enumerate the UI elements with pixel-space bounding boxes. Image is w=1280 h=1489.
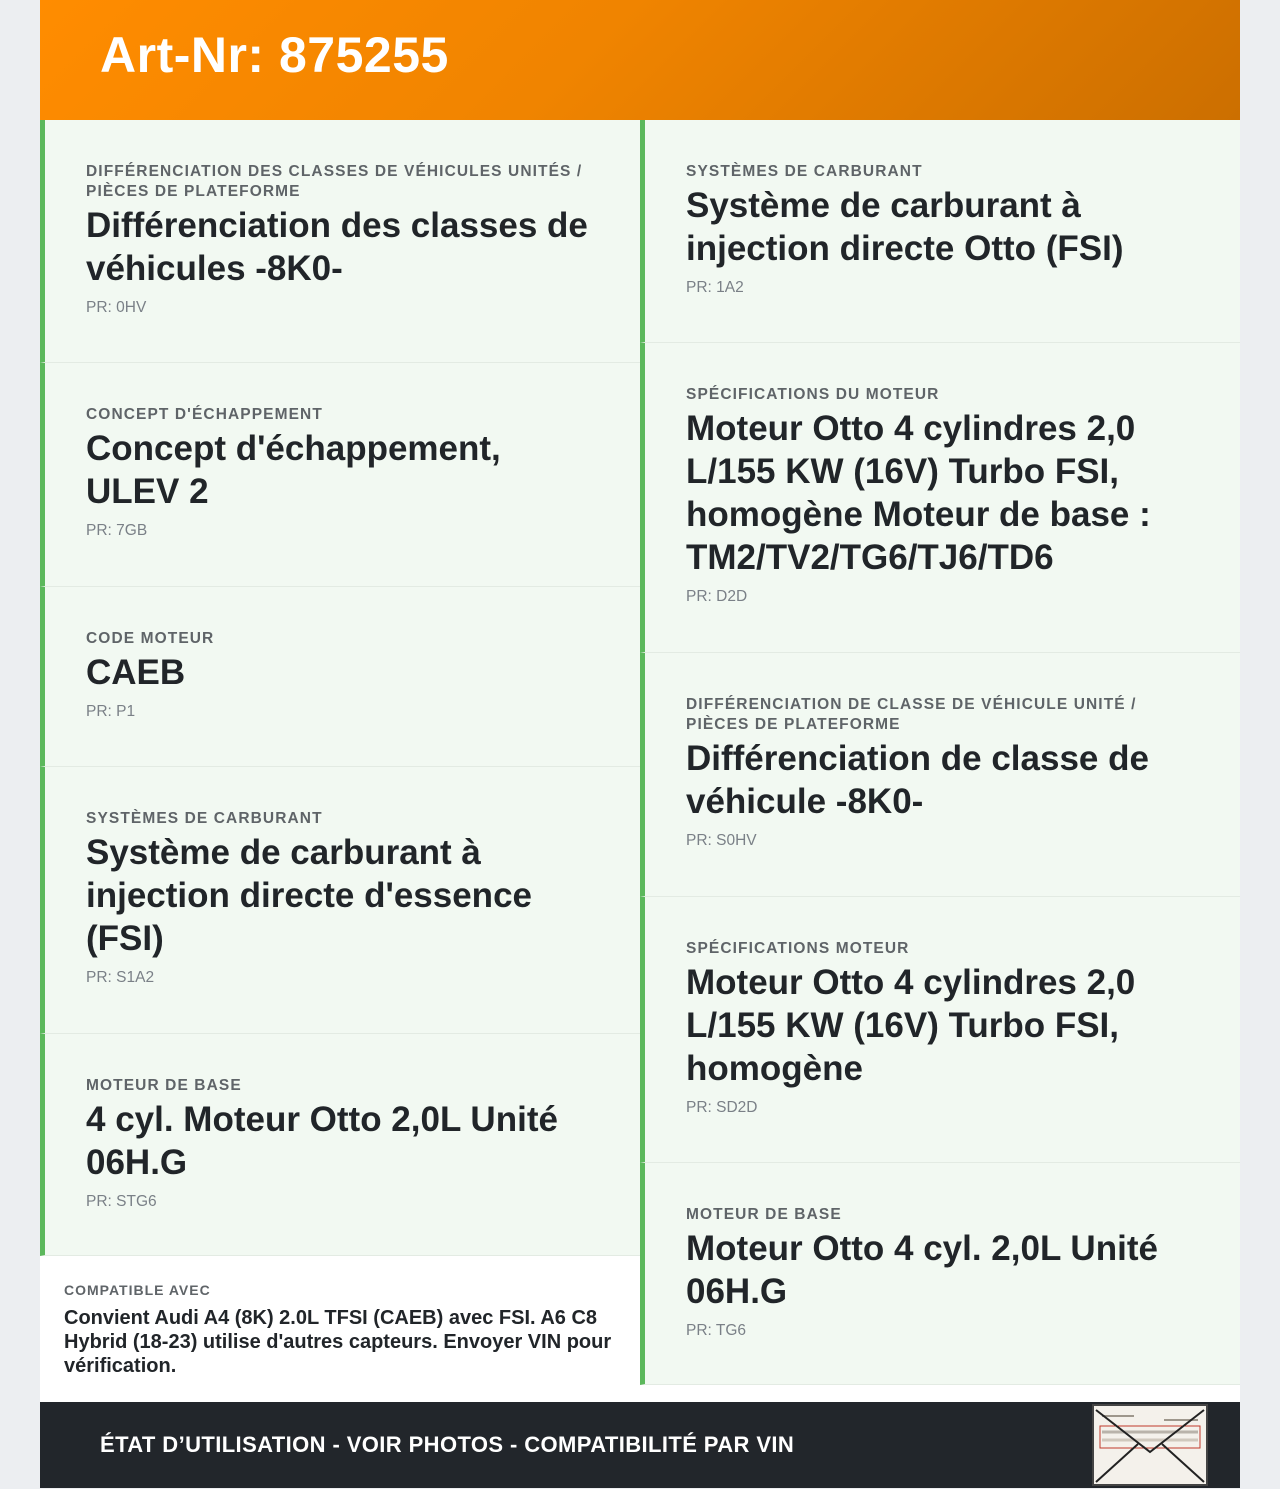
- listing-page: [40, 0, 1240, 1488]
- spec-card: [40, 120, 640, 363]
- envelope-icon: [1094, 1406, 1206, 1484]
- spec-value: Système de carburant à injection directe Otto (FSI): [686, 186, 1124, 268]
- compatibility-label: COMPATIBLE AVEC: [64, 1282, 211, 1298]
- footer-condition-text: ÉTAT D’UTILISATION - VOIR PHOTOS - COMPATIBILITÉ PAR VIN: [100, 1432, 795, 1457]
- spec-category-label: CONCEPT D'ÉCHAPPEMENT: [86, 406, 323, 423]
- spec-card: [640, 120, 1240, 343]
- spec-category-label: SPÉCIFICATIONS MOTEUR: [686, 940, 910, 957]
- spec-pr-code: PR: P1: [86, 703, 136, 720]
- spec-card: [40, 363, 640, 587]
- envelope-label-thumbnail-icon[interactable]: [1092, 1404, 1208, 1486]
- spec-pr-code: PR: S0HV: [686, 832, 757, 849]
- spec-value: Système de carburant à injection directe d'essence (FSI): [86, 833, 532, 958]
- spec-value: CAEB: [86, 653, 186, 692]
- spec-pr-code: PR: 1A2: [686, 279, 744, 296]
- spec-card: [40, 767, 640, 1034]
- spec-category-label: SPÉCIFICATIONS DU MOTEUR: [686, 386, 940, 403]
- spec-pr-code: PR: STG6: [86, 1193, 157, 1210]
- spec-value: Différenciation des classes de véhicules -8K0-: [86, 206, 588, 288]
- spec-pr-code: PR: 7GB: [86, 522, 148, 539]
- spec-card: [640, 897, 1240, 1163]
- spec-category-label: MOTEUR DE BASE: [686, 1206, 842, 1223]
- header-banner: [40, 0, 1240, 120]
- spec-value: Moteur Otto 4 cylindres 2,0 L/155 KW (16V) Turbo FSI, homogène: [686, 963, 1136, 1088]
- spec-category-label: DIFFÉRENCIATION DES CLASSES DE VÉHICULES UNITÉS / PIÈCES DE PLATEFORME: [86, 163, 583, 200]
- spec-value: Moteur Otto 4 cyl. 2,0L Unité 06H.G: [686, 1229, 1158, 1311]
- spec-value: 4 cyl. Moteur Otto 2,0L Unité 06H.G: [86, 1100, 558, 1182]
- spec-card: [40, 587, 640, 767]
- footer-bar: [40, 1402, 1240, 1488]
- spec-pr-code: PR: D2D: [686, 588, 748, 605]
- spec-value: Différenciation de classe de véhicule -8K0-: [686, 739, 1149, 821]
- spec-category-label: SYSTÈMES DE CARBURANT: [686, 163, 923, 180]
- spec-value: Moteur Otto 4 cylindres 2,0 L/155 KW (16V) Turbo FSI, homogène Moteur de base : TM2/TV2/TG6/TJ6/TD6: [686, 409, 1151, 577]
- spec-category-label: MOTEUR DE BASE: [86, 1077, 242, 1094]
- spec-card: [640, 1163, 1240, 1385]
- spec-category-label: DIFFÉRENCIATION DE CLASSE DE VÉHICULE UNITÉ / PIÈCES DE PLATEFORME: [686, 696, 1137, 733]
- spec-card: [640, 343, 1240, 653]
- compatibility-text: Convient Audi A4 (8K) 2.0L TFSI (CAEB) avec FSI. A6 C8 Hybrid (18-23) utilise d'autres capteurs. Envoyer VIN pour vérification.: [64, 1307, 612, 1377]
- spec-pr-code: PR: S1A2: [86, 969, 155, 986]
- compatibility-note: [40, 1256, 640, 1402]
- spec-pr-code: PR: SD2D: [686, 1099, 758, 1116]
- spec-value: Concept d'échappement, ULEV 2: [86, 429, 501, 511]
- spec-category-label: SYSTÈMES DE CARBURANT: [86, 810, 323, 827]
- spec-category-label: CODE MOTEUR: [86, 630, 215, 647]
- spec-pr-code: PR: TG6: [686, 1322, 747, 1339]
- article-number-title: Art-Nr: 875255: [100, 27, 449, 83]
- spec-pr-code: PR: 0HV: [86, 299, 147, 316]
- spec-card: [40, 1034, 640, 1256]
- spec-card: [640, 653, 1240, 897]
